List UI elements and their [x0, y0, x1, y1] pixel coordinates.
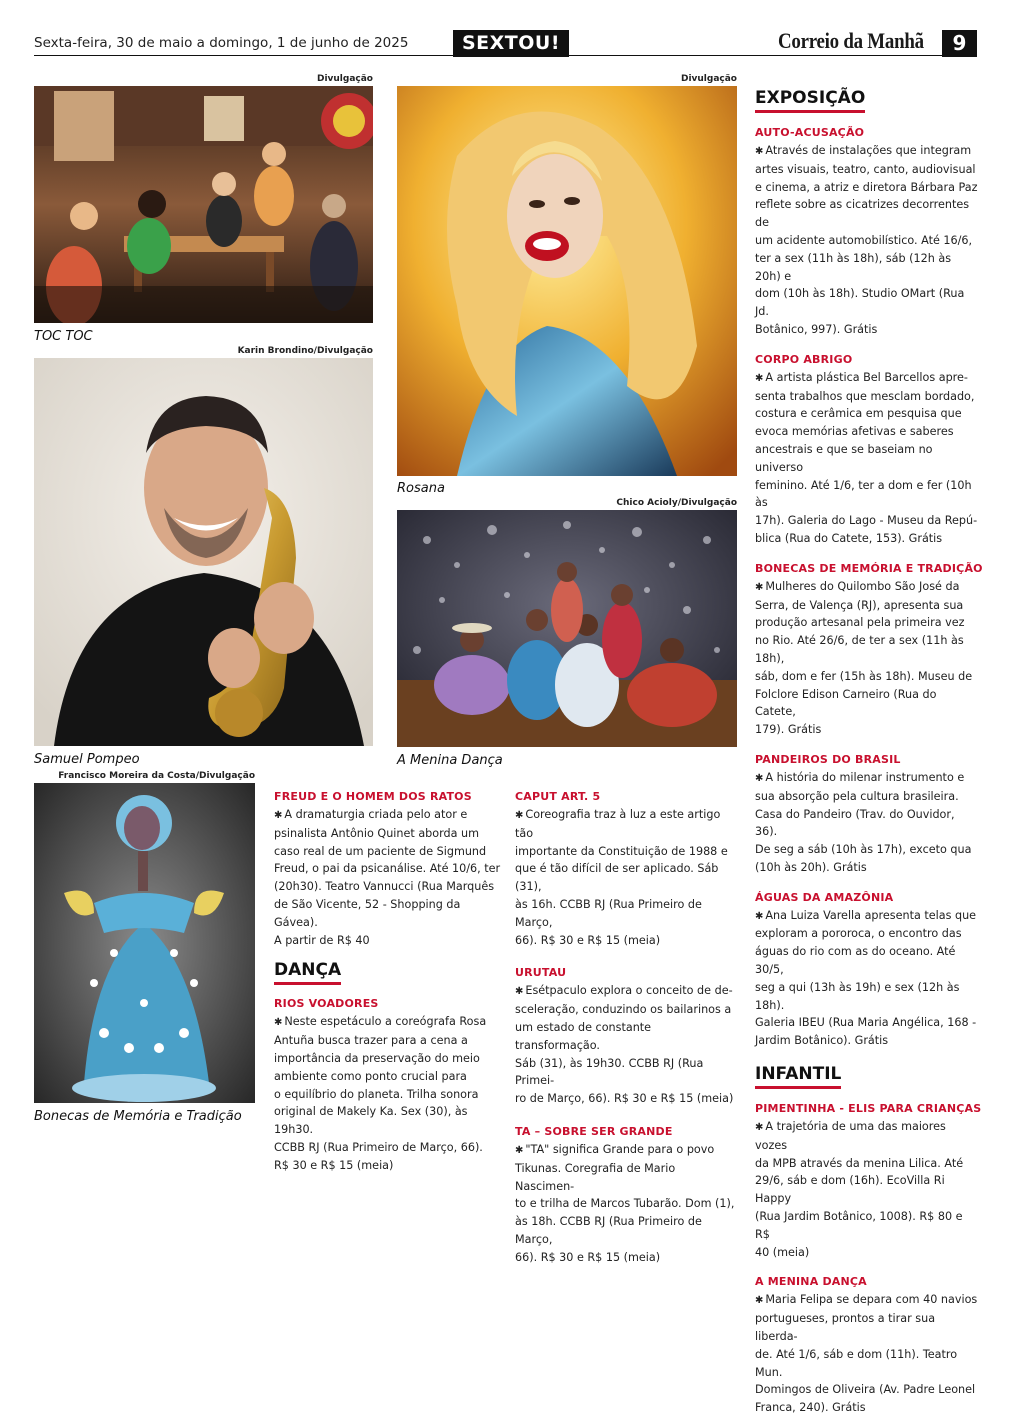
photo-credit-rosana: Divulgação	[680, 74, 737, 84]
photo-credit-menina: Chico Acioly/Divulgação	[616, 498, 737, 508]
newspaper-logo: Correio da Manhã	[778, 28, 924, 53]
photo-bonecas	[34, 783, 255, 1103]
listing-body: ✱ Mulheres do Quilombo São José da Serra, de Valença (RJ), apresenta sua produção artesanal pela primeira vez no Rio. Até 26/6, de ter a sex (11h às 18h), sáb, dom e fer (15h às 18h). Museu de Folclore Edison Carneiro (Rua do Catete, 179). Grátis	[755, 579, 973, 737]
listing-urutau	[515, 966, 737, 1108]
listing-bonecas	[755, 561, 983, 739]
bullet-icon: ✱	[515, 986, 524, 998]
caption-a-menina-danca: A Menina Dança	[397, 753, 503, 768]
bullet-icon: ✱	[274, 810, 283, 821]
listing-freud	[274, 790, 502, 949]
listing-body: ✱ "TA" significa Grande para o povo Tikunas. Coregrafia de Mario Nascimen- to e trilha de Marcos Tubarão. Dom (1), às 18h. CCBB RJ (Rua Primeiro de Março, 66). R$ 30 e R$ 15 (meia)	[515, 1142, 735, 1264]
page-number: 9	[942, 30, 977, 57]
column-middle	[515, 790, 737, 1267]
issue-date: Sexta-feira, 30 de maio a domingo, 1 de junho de 2025	[34, 35, 409, 51]
listing-body: ✱ A trajetória de uma das maiores vozes da MPB através da menina Lilica. Até 29/6, sáb e dom (16h). EcoVilla Ri Happy (Rua Jardim Botânico, 1008). R$ 80 e R$ 40 (meia)	[755, 1120, 964, 1259]
listing-body: ✱ A dramaturgia criada pelo ator e psinalista Antônio Quinet aborda um caso real de um paciente de Sigmund Freud, o pai da psicanálise. Até 10/6, ter (20h30). Teatro Vannucci (Rua Marquês de São Vicente, 52 - Shopping da Gávea). A partir de R$ 40	[274, 808, 501, 947]
bullet-icon: ✱	[755, 581, 764, 593]
listing-body: ✱ A artista plástica Bel Barcellos apre- senta trabalhos que mesclam bordado, costura e cerâmica em pesquisa que evoca memórias afetivas e saberes ancestrais e que se baseiam no universo feminino. Até 1/6, ter a dom e fer (10h às 17h). Galeria do Lago - Museu da Repú- blica (Rua do Catete, 153). Grátis	[755, 370, 978, 545]
bullet-icon: ✱	[755, 146, 764, 157]
listing-body: ✱ Através de instalações que integram artes visuais, teatro, canto, audiovisual e cinema, a atriz e diretora Bárbara Paz reflete sobre as cicatrizes decorrentes de um acidente automobilístico. Até 16/6, ter a sex (11h às 18h), sáb (12h às 20h) e dom (10h às 18h). Studio OMart (Rua Jd. Botânico, 997). Grátis	[755, 144, 978, 336]
column-left	[274, 790, 502, 1175]
listing-title: RIOS VOADORES	[274, 997, 379, 1011]
photo-a-menina-danca	[397, 510, 737, 747]
listing-title: CORPO ABRIGO	[755, 352, 853, 366]
listing-pandeiros	[755, 753, 980, 877]
bullet-icon: ✱	[515, 1144, 524, 1156]
section-title-danca: DANÇA	[274, 960, 341, 985]
section-title-exposicao: EXPOSIÇÃO	[755, 88, 865, 113]
caption-samuel-pompeo: Samuel Pompeo	[34, 752, 140, 767]
bullet-icon: ✱	[274, 1017, 283, 1029]
listing-title: URUTAU	[515, 966, 567, 980]
photo-credit-bonecas: Francisco Moreira da Costa/Divulgação	[58, 771, 255, 781]
section-title-infantil: INFANTIL	[755, 1064, 841, 1089]
listing-rios-voadores	[274, 997, 502, 1174]
bullet-icon: ✱	[755, 772, 764, 784]
listing-title: A MENINA DANÇA	[755, 1275, 867, 1289]
photo-credit-samuel: Karin Brondino/Divulgação	[237, 346, 373, 356]
photo-credit-toc-toc: Divulgação	[316, 74, 373, 84]
listing-title: FREUD E O HOMEM DOS RATOS	[274, 790, 472, 803]
bullet-icon: ✱	[755, 372, 764, 384]
listing-aguas	[755, 891, 980, 1050]
section-badge: SEXTOU!	[453, 30, 569, 57]
bullet-icon: ✱	[755, 910, 764, 922]
listing-title: BONECAS DE MEMÓRIA E TRADIÇÃO	[755, 561, 983, 575]
listing-title: PIMENTINHA - ELIS PARA CRIANÇAS	[755, 1102, 982, 1116]
listing-title: AUTO-ACUSAÇÃO	[755, 126, 865, 139]
header-rule	[34, 55, 976, 56]
bullet-icon: ✱	[515, 810, 524, 821]
listing-a-menina-danca	[755, 1275, 980, 1417]
listing-body: ✱ Neste espetáculo a coreógrafa Rosa Antuña busca trazer para a cena a importância da preservação do meio ambiente como ponto crucial para o equilíbrio do planeta. Trilha sonora original de Makely Ka. Sex (30), às 19h30. CCBB RJ (Rua Primeiro de Março, 66). R$ 30 e R$ 15 (meia)	[274, 1015, 487, 1172]
bullet-icon: ✱	[755, 1122, 764, 1134]
listing-ta	[515, 1125, 737, 1267]
listing-title: ÁGUAS DA AMAZÔNIA	[755, 890, 894, 904]
column-right	[755, 88, 983, 1417]
listing-title: CAPUT ART. 5	[515, 790, 601, 803]
listing-body: ✱ A história do milenar instrumento e sua absorção pela cultura brasileira. Casa do Pandeiro (Trav. do Ouvidor, 36). De seg a sáb (10h às 17h), exceto qua (10h às 20h). Grátis	[755, 770, 972, 874]
listing-title: TA – SOBRE SER GRANDE	[515, 1124, 673, 1138]
caption-bonecas: Bonecas de Memória e Tradição	[34, 1109, 242, 1124]
photo-samuel-pompeo	[34, 358, 373, 746]
listing-pimentinha	[755, 1102, 980, 1261]
listing-auto-acusacao	[755, 126, 980, 339]
listing-caput	[515, 790, 737, 949]
bullet-icon: ✱	[755, 1295, 764, 1307]
listing-body: ✱ Maria Felipa se depara com 40 navios portugueses, prontos a tirar sua liberda- de. Até 1/6, sáb e dom (11h). Teatro Mun. Domingos de Oliveira (Av. Padre Leonel Franca, 240). Grátis	[755, 1293, 978, 1415]
photo-toc-toc	[34, 86, 373, 323]
listing-body: ✱ Esétpaculo explora o conceito de de- sceleração, conduzindo os bailarinos a um estado de constante transformação. Sáb (31), às 19h30. CCBB RJ (Rua Primei- ro de Março, 66). R$ 30 e R$ 15 (meia)	[515, 984, 734, 1106]
listing-body: ✱ Coreografia traz à luz a este artigo tão importante da Constituição de 1988 e que é tão difícil de ser aplicado. Sáb (31), às 16h. CCBB RJ (Rua Primeiro de Março, 66). R$ 30 e R$ 15 (meia)	[515, 808, 728, 947]
listing-corpo-abrigo	[755, 353, 980, 548]
listing-title: PANDEIROS DO BRASIL	[755, 752, 901, 766]
caption-rosana: Rosana	[397, 481, 445, 496]
caption-toc-toc: TOC TOC	[34, 329, 93, 344]
listing-body: ✱ Ana Luiza Varella apresenta telas que exploram a pororoca, o encontro das águas do rio com as do oceano. Até 30/5, seg a qui (13h às 19h) e sex (12h às 18h). Galeria IBEU (Rua Maria Angélica, 168 - Jardim Botânico). Grátis	[755, 908, 977, 1048]
photo-rosana	[397, 86, 737, 476]
